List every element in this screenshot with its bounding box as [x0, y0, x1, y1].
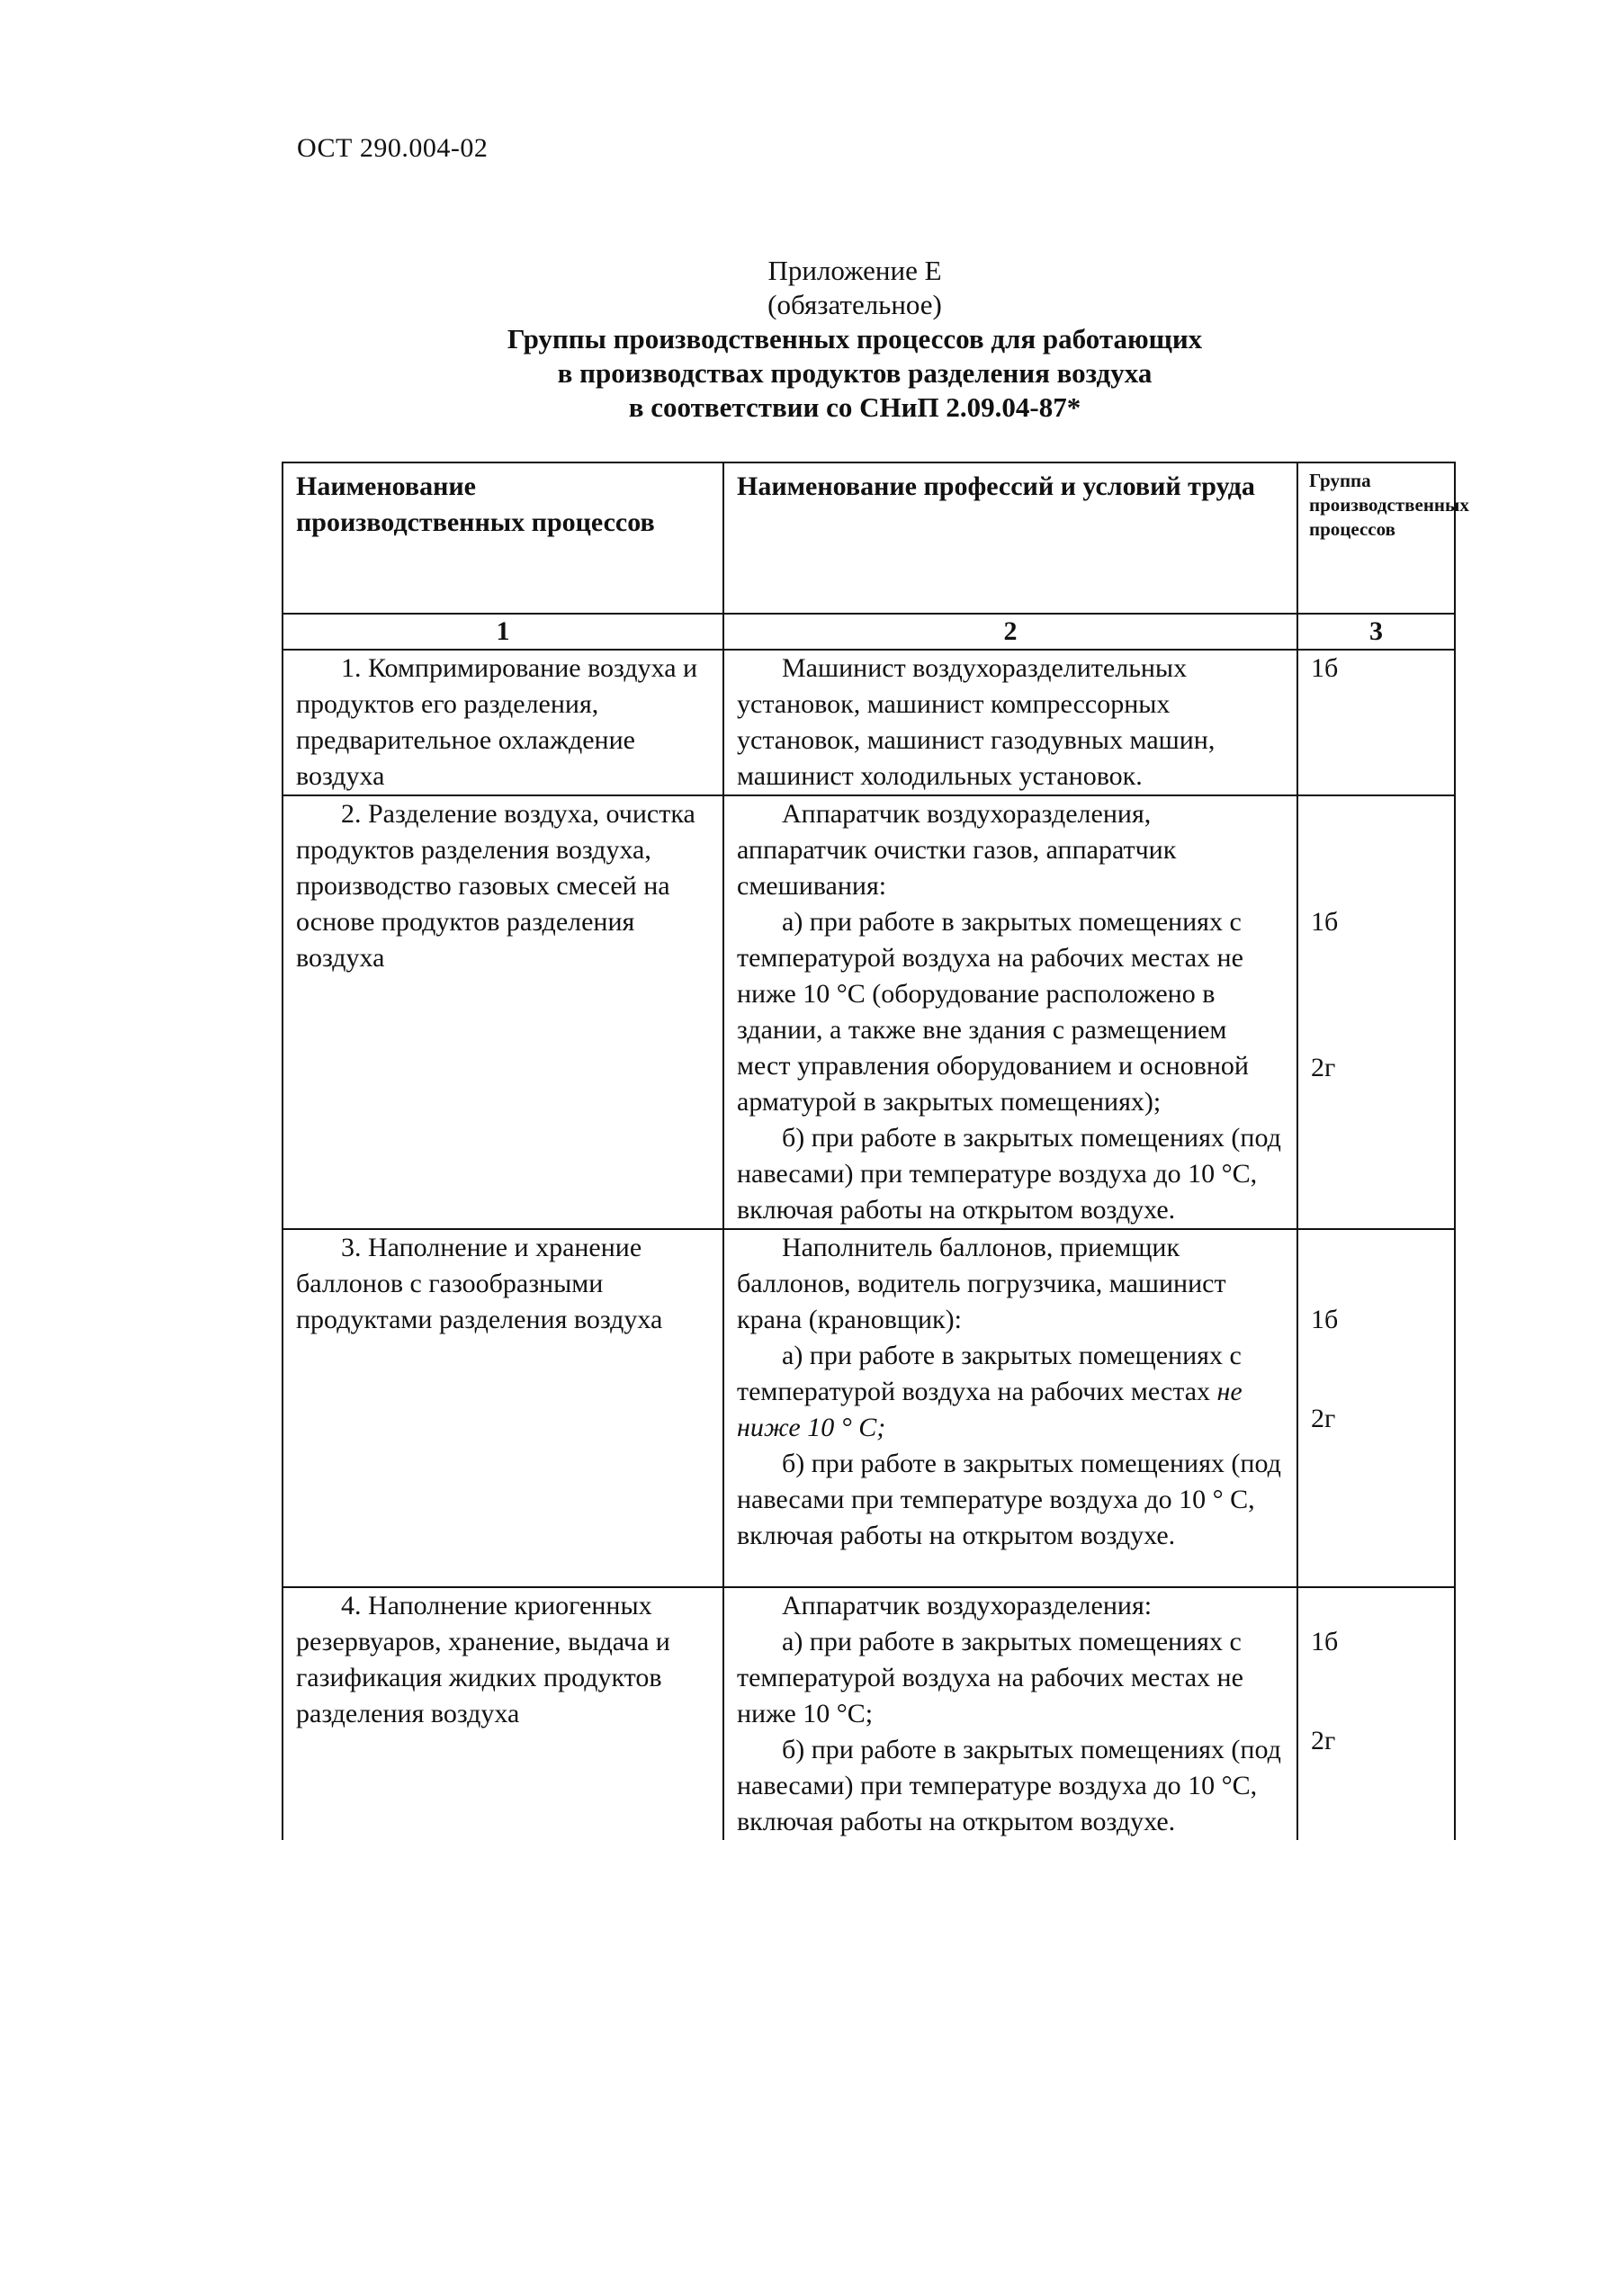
condition-text: [737, 1338, 1284, 1446]
professions-text: Наполнитель баллонов, приемщик баллонов, водитель погрузчика, машинист крана (крановщик):: [737, 1233, 1226, 1334]
condition-text: б) при работе в закрытых помещениях (под навесами при температуре воздуха до 10 ° С, включая работы на открытом воздухе.: [737, 1449, 1281, 1550]
condition-text-italic: не ниже 10 ° С;: [737, 1377, 1243, 1442]
column-number: 1: [283, 614, 723, 650]
condition-text: б) при работе в закрытых помещениях (под навесами) при температуре воздуха до 10 °С, включая работы на открытом воздухе.: [737, 1123, 1281, 1225]
group-cell: [1297, 650, 1455, 795]
condition-text: а) при работе в закрытых помещениях с температурой воздуха на рабочих местах не ниже 10 °С (оборудование расположено в здании, а также вне здания с размещением мест управления оборудованием и основной арматурой в закрытых помещениях);: [737, 907, 1249, 1117]
condition-text: б) при работе в закрытых помещениях (под навесами) при температуре воздуха до 10 °С, включая работы на открытом воздухе.: [737, 1735, 1281, 1836]
table-row: [283, 795, 1455, 1229]
professions-text: Аппаратчик воздухоразделения:: [782, 1591, 1153, 1620]
appendix-status: (обязательное): [767, 289, 942, 320]
group-value: 1б: [1311, 1627, 1339, 1656]
appendix-heading-line: в соответствии со СНиП 2.09.04-87*: [628, 391, 1081, 423]
column-number: 3: [1297, 614, 1455, 650]
group-value: 2г: [1311, 1404, 1336, 1433]
appendix-title: Приложение Е: [767, 255, 942, 286]
document-code: ОСТ 290.004-02: [297, 133, 489, 163]
group-value: 1б: [1311, 907, 1339, 937]
process-name: 3. Наполнение и хранение баллонов с газообразными продуктами разделения воздуха: [283, 1229, 723, 1587]
professions-cell: [723, 650, 1297, 795]
table-row: [283, 1229, 1455, 1587]
column-header-processes: Наименование производственных процессов: [283, 462, 723, 614]
group-value: 1б: [1311, 653, 1339, 683]
group-cell: [1297, 1229, 1455, 1587]
table-row: [283, 1587, 1455, 1840]
column-numbers-row: [283, 614, 1455, 650]
professions-cell: [723, 795, 1297, 1229]
group-value: 2г: [1311, 1053, 1336, 1082]
professions-text: Аппаратчик воздухоразделения, аппаратчик очистки газов, аппаратчик смешивания:: [737, 799, 1177, 901]
table-row: [283, 650, 1455, 795]
group-value: 1б: [1311, 1305, 1339, 1334]
appendix-heading-line: в производствах продуктов разделения воздуха: [557, 357, 1153, 389]
group-value: 2г: [1311, 1726, 1336, 1755]
condition-text-part: а) при работе в закрытых помещениях с температурой воздуха на рабочих местах: [737, 1341, 1242, 1406]
table-header-row: [283, 462, 1455, 614]
professions-cell: [723, 1587, 1297, 1840]
appendix-heading: [270, 254, 1440, 425]
appendix-heading-line: Группы производственных процессов для работающих: [507, 323, 1203, 355]
column-header-professions: Наименование профессий и условий труда: [723, 462, 1297, 614]
process-groups-table: [282, 462, 1469, 1840]
professions-text: Машинист воздухоразделительных установок, машинист компрессорных установок, машинист газодувных машин, машинист холодильных установок.: [737, 653, 1216, 791]
condition-text: а) при работе в закрытых помещениях с температурой воздуха на рабочих местах не ниже 10 °С;: [737, 1627, 1243, 1728]
group-cell: [1297, 795, 1455, 1229]
column-header-group: Группа производственных процессов: [1297, 462, 1455, 614]
professions-cell: [723, 1229, 1297, 1587]
process-name: 2. Разделение воздуха, очистка продуктов разделения воздуха, производство газовых смесей на основе продуктов разделения воздуха: [283, 795, 723, 1229]
process-name: 4. Наполнение криогенных резервуаров, хранение, выдача и газификация жидких продуктов разделения воздуха: [283, 1587, 723, 1840]
column-number: 2: [723, 614, 1297, 650]
group-cell: [1297, 1587, 1455, 1840]
process-name: 1. Компримирование воздуха и продуктов его разделения, предварительное охлаждение воздуха: [283, 650, 723, 795]
